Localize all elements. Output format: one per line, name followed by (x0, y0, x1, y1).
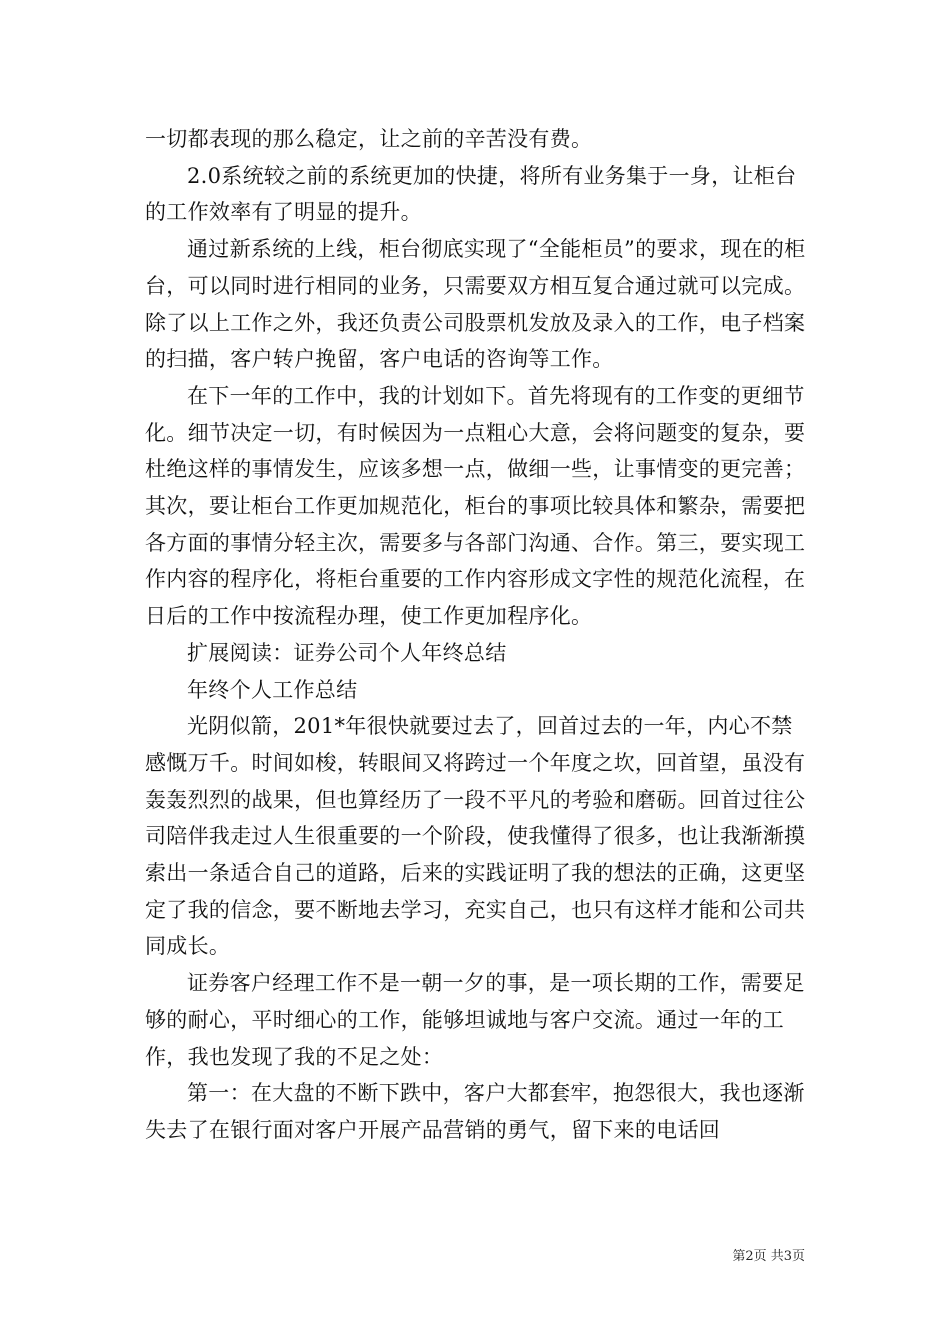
paragraph-7: 光阴似箭，201*年很快就要过去了，回首过去的一年，内心不禁感慨万千。时间如梭，转眼间又将跨过一个年度之坎，回首望，虽没有轰轰烈烈的战果，但也算经历了一段不平凡的考验和磨砺。回首过往公司陪伴我走过人生很重要的一个阶段，使我懂得了很多，也让我渐渐摸索出一条适合自己的道路，后来的实践证明了我的想法的正确，这更坚定了我的信念，要不断地去学习，充实自己，也只有这样才能和公司共同成长。 (145, 714, 806, 959)
paragraph-8: 证券客户经理工作不是一朝一夕的事，是一项长期的工作，需要足够的耐心，平时细心的工作，能够坦诚地与客户交流。通过一年的工作，我也发现了我的不足之处： (145, 971, 805, 1069)
page-number-footer: 第2页 共3页 (732, 1249, 805, 1264)
paragraph-9: 第一：在大盘的不断下跌中，客户大都套牢，抱怨很大，我也逐渐失去了在银行面对客户开展产品营销的勇气，留下来的电话回 (145, 1081, 805, 1142)
extended-reading-heading: 扩展阅读：证券公司个人年终总结 (187, 640, 507, 665)
paragraph-3: 通过新系统的上线，柜台彻底实现了“全能柜员”的要求，现在的柜台，可以同时进行相同的业务，只需要双方相互复合通过就可以完成。除了以上工作之外，我还负责公司股票机发放及录入的工作，电子档案的扫描，客户转户挽留，客户电话的咨询等工作。 (145, 237, 806, 372)
document-body (145, 121, 810, 1149)
paragraph-4: 在下一年的工作中，我的计划如下。首先将现有的工作变的更细节化。细节决定一切，有时候因为一点粗心大意，会将问题变的复杂，要杜绝这样的事情发生，应该多想一点，做细一些，让事情变的更完善；其次，要让柜台工作更加规范化，柜台的事项比较具体和繁杂，需要把各方面的事情分轻主次，需要多与各部门沟通、合作。第三，要实现工作内容的程序化，将柜台重要的工作内容形成文字性的规范化流程，在日后的工作中按流程办理，使工作更加程序化。 (145, 383, 806, 629)
paragraph-1: 一切都表现的那么稳定，让之前的辛苦没有费。 (145, 127, 593, 151)
paragraph-2: 2.0系统较之前的系统更加的快捷，将所有业务集于一身，让柜台的工作效率有了明显的提升。 (145, 163, 797, 225)
section-title: 年终个人工作总结 (187, 677, 358, 702)
